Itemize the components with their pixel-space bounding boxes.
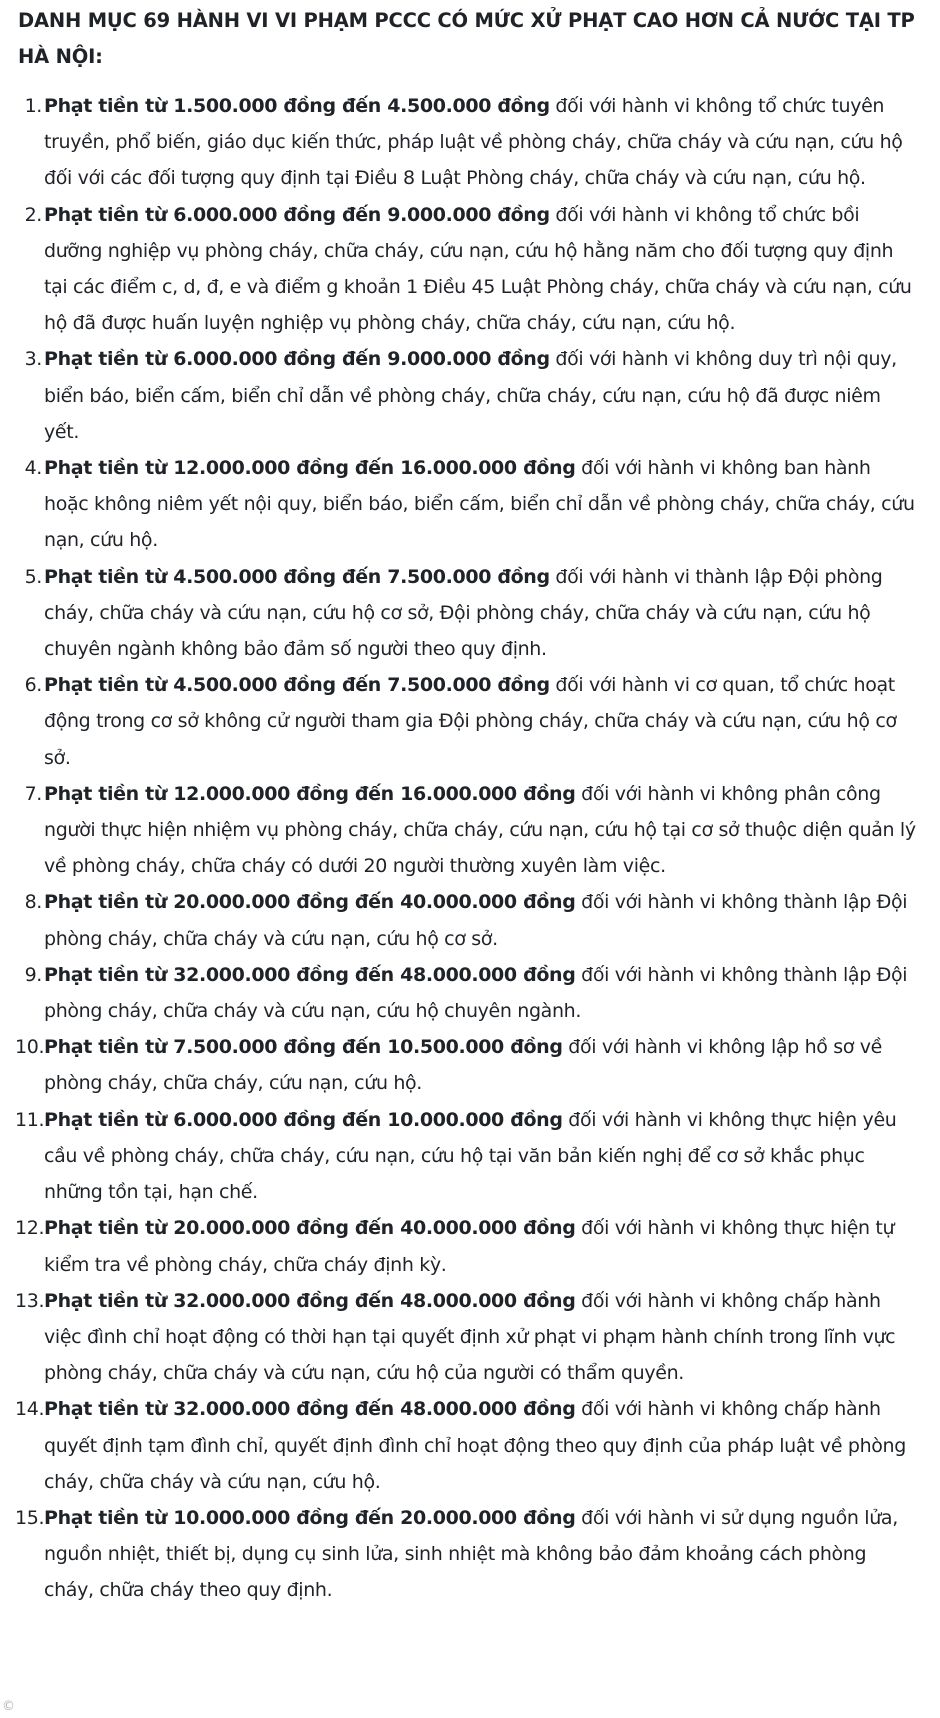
fine-amount: Phạt tiền từ 32.000.000 đồng đến 48.000.000 đồng [44, 1289, 576, 1312]
fine-amount: Phạt tiền từ 4.500.000 đồng đến 7.500.000 đồng [44, 674, 550, 697]
violation-description: đối với hành vi thành lập Đội phòng cháy, chữa cháy và cứu nạn, cứu hộ cơ sở, Đội phòng cháy, chữa cháy và cứu nạn, cứu hộ chuyên ngành không bảo đảm số người theo quy định. [44, 565, 883, 661]
fine-amount: Phạt tiền từ 20.000.000 đồng đến 40.000.000 đồng [44, 1217, 576, 1240]
violation-item [18, 957, 920, 1029]
watermark-mark: © [2, 1699, 15, 1714]
violation-description: đối với hành vi không chấp hành việc đình chỉ hoạt động có thời hạn tại quyết định xử phạt vi phạm hành chính trong lĩnh vực phòng cháy, chữa cháy và cứu nạn, cứu hộ của người có thẩm quyền. [44, 1289, 896, 1385]
violation-description: đối với hành vi không thành lập Đội phòng cháy, chữa cháy và cứu nạn, cứu hộ chuyên ngành. [44, 963, 908, 1023]
violation-item [15, 1391, 920, 1500]
violation-description: đối với hành vi cơ quan, tổ chức hoạt động trong cơ sở không cử người tham gia Đội phòng cháy, chữa cháy và cứu nạn, cứu hộ cơ sở. [44, 674, 897, 769]
violation-description: đối với hành vi không lập hồ sơ về phòng cháy, chữa cháy, cứu nạn, cứu hộ. [44, 1036, 882, 1095]
item-number: 9. [24, 963, 42, 986]
item-number: 5. [24, 565, 42, 588]
fine-amount: Phạt tiền từ 1.500.000 đồng đến 4.500.000 đồng [44, 95, 550, 117]
fine-amount: Phạt tiền từ 10.000.000 đồng đến 20.000.000 đồng [44, 1506, 576, 1529]
violation-item [18, 776, 920, 885]
item-number: 7. [24, 782, 42, 805]
fine-amount: Phạt tiền từ 6.000.000 đồng đến 9.000.000 đồng [44, 203, 550, 226]
item-number: 2. [24, 203, 42, 226]
item-number: 8. [24, 891, 42, 914]
violation-description: đối với hành vi không tổ chức bồi dưỡng nghiệp vụ phòng cháy, chữa cháy, cứu nạn, cứu hộ hằng năm cho đối tượng quy định tại các điểm c, d, đ, e và điểm g khoản 1 Điều 45 Luật Phòng cháy, chữa cháy và cứu nạn, cứu hộ đã được huấn luyện nghiệp vụ phòng cháy, chữa cháy, cứu nạn, cứu hộ. [44, 203, 912, 335]
violation-description: đối với hành vi không duy trì nội quy, biển báo, biển cấm, biển chỉ dẫn về phòng cháy, chữa cháy, cứu nạn, cứu hộ đã được niêm yết. [44, 348, 897, 443]
item-number: 15. [15, 1506, 45, 1529]
violation-description: đối với hành vi không phân công người thực hiện nhiệm vụ phòng cháy, chữa cháy, cứu nạn, cứu hộ tại cơ sở thuộc diện quản lý về phòng cháy, chữa cháy có dưới 20 người thường xuyên làm việc. [44, 782, 916, 878]
fine-amount: Phạt tiền từ 6.000.000 đồng đến 10.000.000 đồng [44, 1108, 563, 1131]
violation-item [15, 1283, 920, 1392]
item-number: 13. [15, 1289, 45, 1312]
violation-description: đối với hành vi không chấp hành quyết định tạm đình chỉ, quyết định đình chỉ hoạt động theo quy định của pháp luật về phòng cháy, chữa cháy và cứu nạn, cứu hộ. [44, 1398, 906, 1493]
fine-amount: Phạt tiền từ 4.500.000 đồng đến 7.500.000 đồng [44, 565, 550, 588]
fine-amount: Phạt tiền từ 12.000.000 đồng đến 16.000.000 đồng [44, 457, 576, 480]
item-number: 4. [24, 457, 42, 480]
violation-item [15, 1029, 920, 1101]
item-number: 3. [24, 348, 42, 371]
violation-item [18, 341, 920, 450]
item-number: 1. [24, 95, 42, 117]
item-number: 14. [15, 1398, 45, 1421]
violation-item [15, 1500, 920, 1609]
fine-amount: Phạt tiền từ 6.000.000 đồng đến 9.000.000 đồng [44, 348, 550, 371]
item-number: 10. [15, 1036, 45, 1059]
fine-amount: Phạt tiền từ 20.000.000 đồng đến 40.000.000 đồng [44, 891, 576, 914]
violation-description: đối với hành vi không thực hiện tự kiểm tra về phòng cháy, chữa cháy định kỳ. [44, 1217, 895, 1276]
fine-amount: Phạt tiền từ 32.000.000 đồng đến 48.000.000 đồng [44, 1398, 576, 1421]
violation-description: đối với hành vi sử dụng nguồn lửa, nguồn nhiệt, thiết bị, dụng cụ sinh lửa, sinh nhiệt mà không bảo đảm khoảng cách phòng cháy, chữa cháy theo quy định. [44, 1506, 898, 1602]
violation-item [15, 1102, 920, 1211]
violation-description: đối với hành vi không thực hiện yêu cầu về phòng cháy, chữa cháy, cứu nạn, cứu hộ tại văn bản kiến nghị để cơ sở khắc phục những tồn tại, hạn chế. [44, 1108, 897, 1204]
violation-list [15, 88, 920, 1609]
fine-amount: Phạt tiền từ 7.500.000 đồng đến 10.500.000 đồng [44, 1036, 563, 1059]
violation-description: đối với hành vi không tổ chức tuyên truyền, phổ biến, giáo dục kiến thức, pháp luật về phòng cháy, chữa cháy và cứu nạn, cứu hộ đối với các đối tượng quy định tại Điều 8 Luật Phòng cháy, chữa cháy và cứu nạn, cứu hộ. [44, 95, 903, 190]
violation-item [18, 88, 920, 197]
item-number: 11. [15, 1108, 45, 1131]
document-heading: DANH MỤC 69 HÀNH VI VI PHẠM PCCC CÓ MỨC XỬ PHẠT CAO HƠN CẢ NƯỚC TẠI TP HÀ NỘI: [18, 9, 915, 68]
item-number: 6. [24, 674, 42, 697]
fine-amount: Phạt tiền từ 12.000.000 đồng đến 16.000.000 đồng [44, 782, 576, 805]
violation-description: đối với hành vi không thành lập Đội phòng cháy, chữa cháy và cứu nạn, cứu hộ cơ sở. [44, 891, 908, 950]
violation-item [18, 884, 920, 956]
violation-item [18, 559, 920, 668]
violation-item [18, 450, 920, 559]
violation-description: đối với hành vi không ban hành hoặc không niêm yết nội quy, biển báo, biển cấm, biển chỉ dẫn về phòng cháy, chữa cháy, cứu nạn, cứu hộ. [44, 457, 915, 552]
fine-amount: Phạt tiền từ 32.000.000 đồng đến 48.000.000 đồng [44, 963, 576, 986]
violation-item [18, 197, 920, 342]
violation-item [18, 667, 920, 776]
item-number: 12. [15, 1217, 45, 1240]
violation-item [15, 1210, 920, 1282]
